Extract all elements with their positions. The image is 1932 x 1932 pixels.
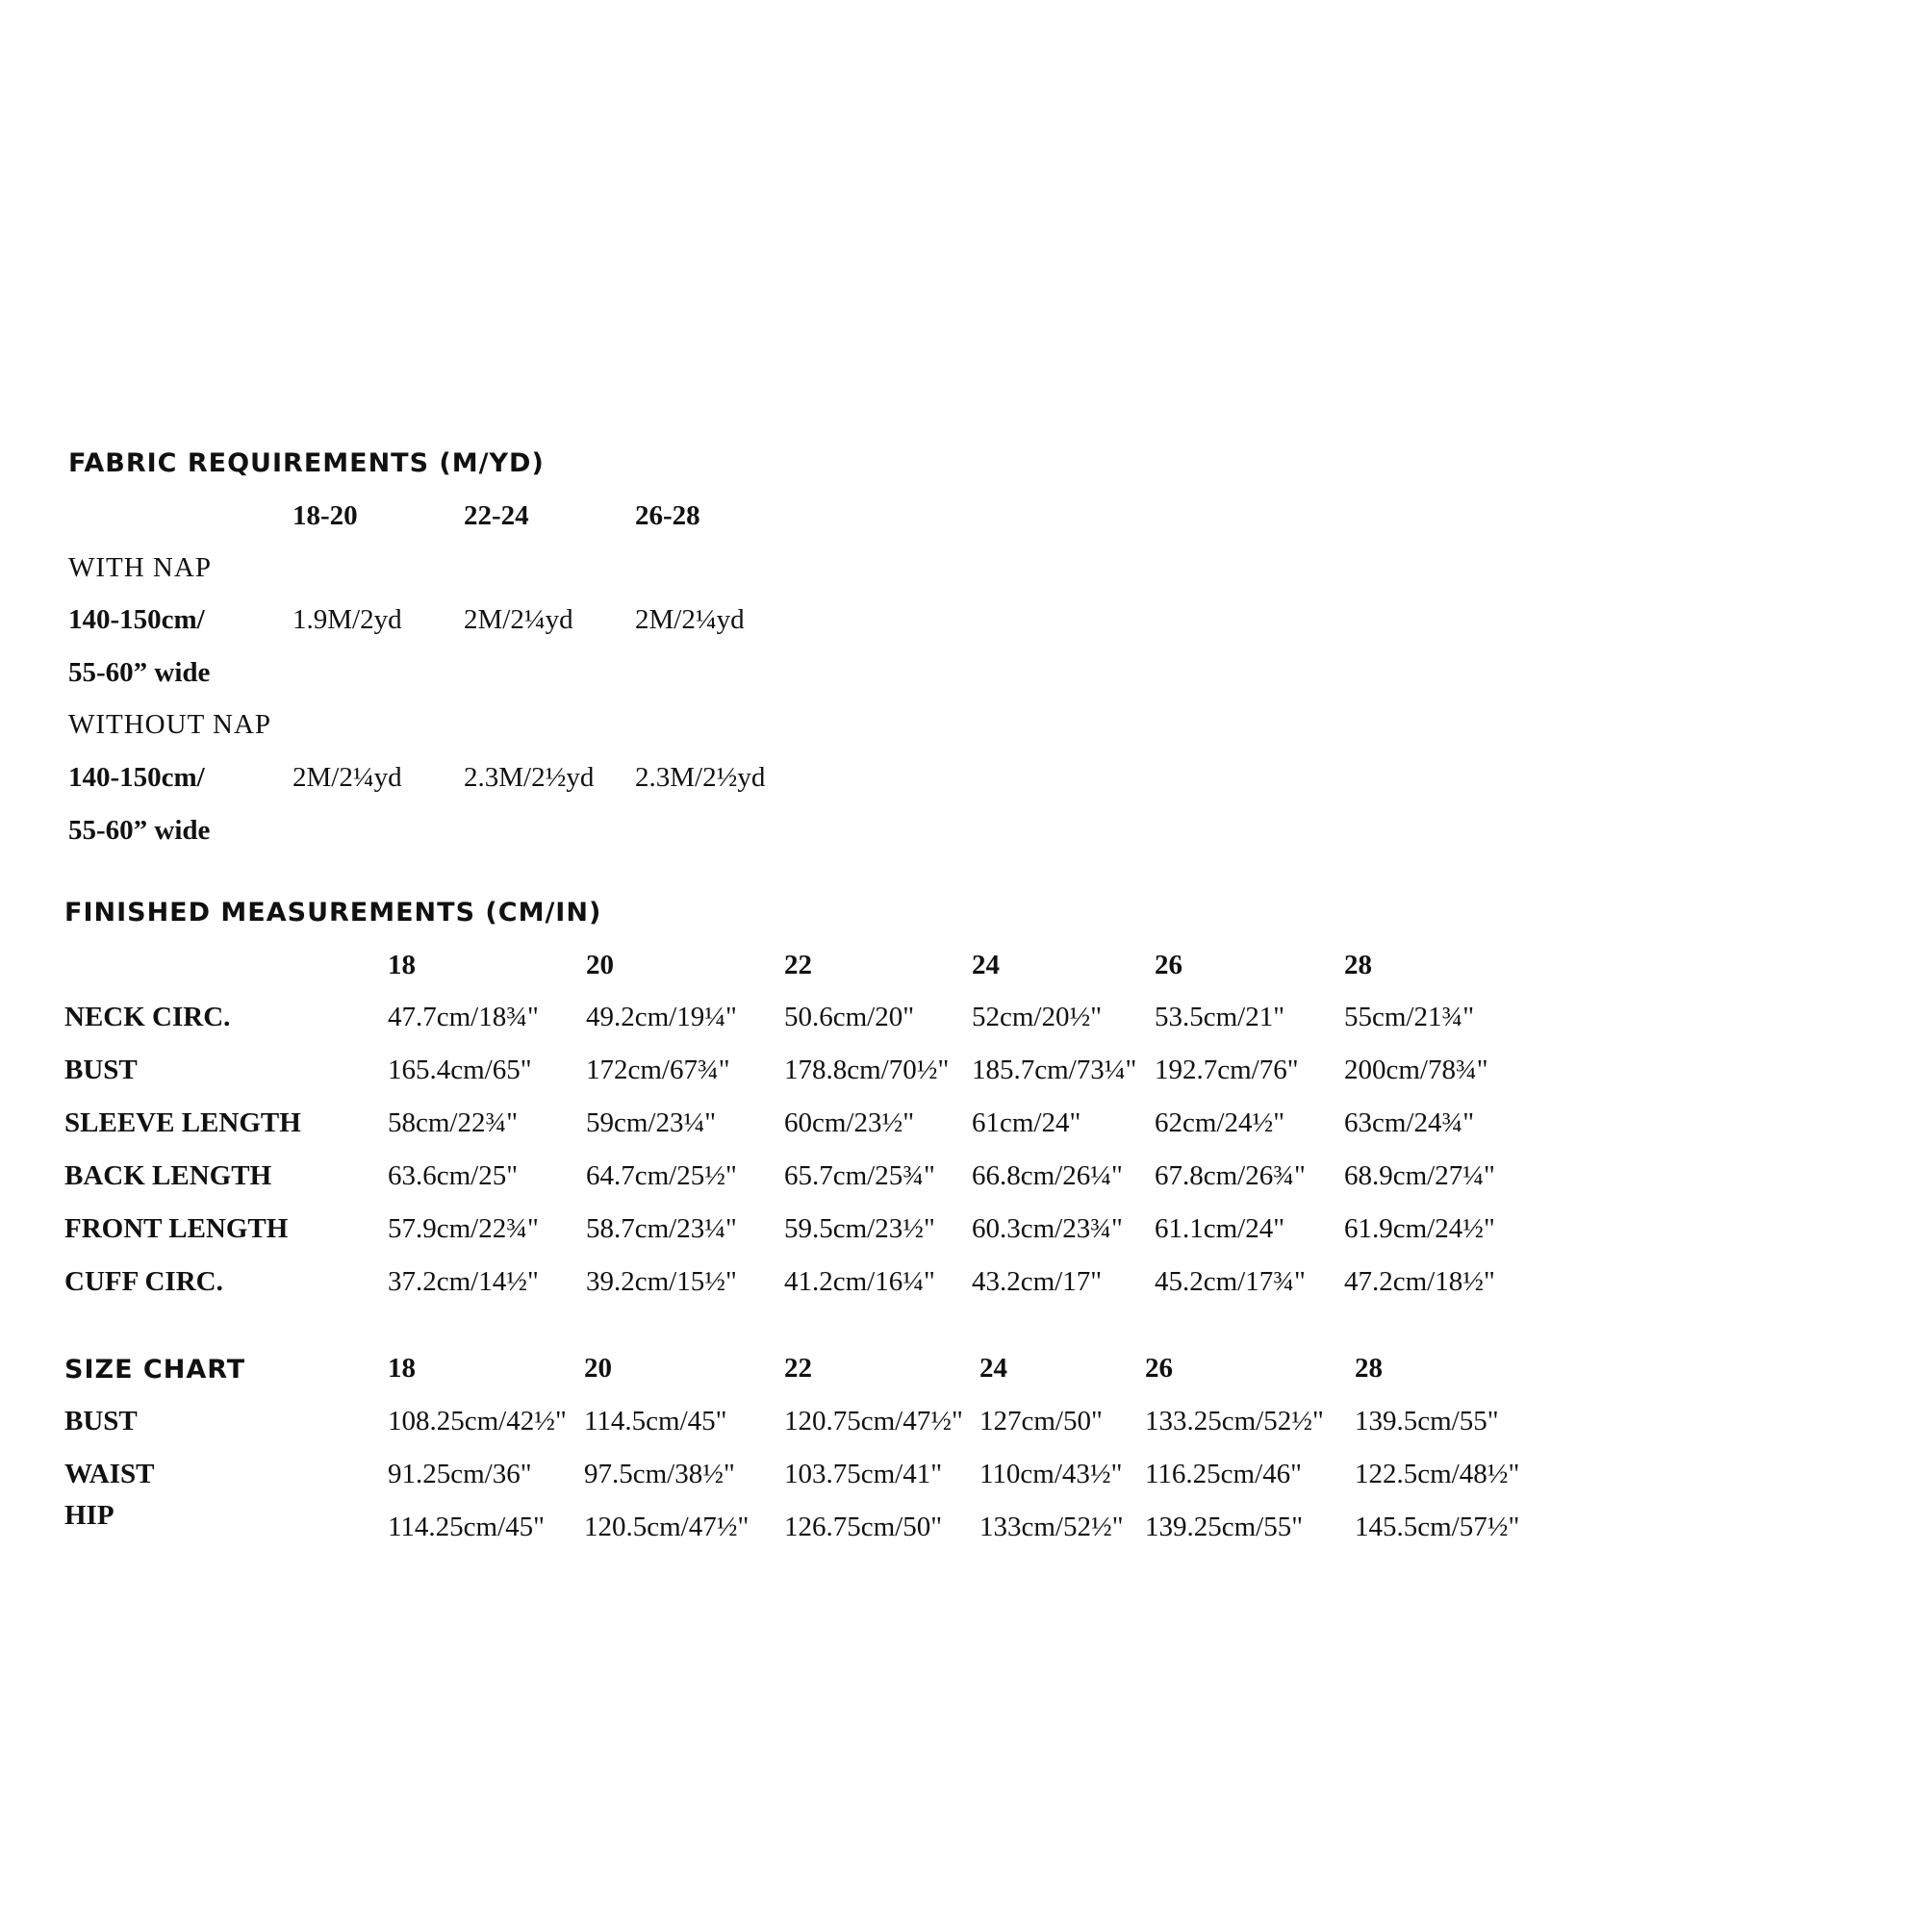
finished-cell: 53.5cm/21" xyxy=(1155,1002,1285,1032)
size-chart-cell: 114.25cm/45" xyxy=(388,1512,545,1542)
finished-cell: 192.7cm/76" xyxy=(1155,1055,1299,1085)
finished-cell: 37.2cm/14½" xyxy=(388,1266,539,1297)
finished-cell: 52cm/20½" xyxy=(972,1002,1103,1032)
size-chart-size-header: 20 xyxy=(584,1353,612,1384)
size-chart-cell: 122.5cm/48½" xyxy=(1355,1459,1520,1489)
without-nap-value: 2M/2¼yd xyxy=(292,762,402,793)
finished-cell: 43.2cm/17" xyxy=(972,1266,1103,1297)
size-chart-cell: 108.25cm/42½" xyxy=(388,1406,567,1436)
finished-size-header: 18 xyxy=(388,950,416,980)
size-chart-row-label: WAIST xyxy=(64,1459,155,1489)
with-nap-value: 2M/2¼yd xyxy=(464,604,573,635)
finished-size-header: 20 xyxy=(586,950,614,980)
fabric-size-header: 18-20 xyxy=(292,500,358,531)
size-chart-cell: 110cm/43½" xyxy=(979,1459,1123,1489)
size-chart-cell: 127cm/50" xyxy=(979,1406,1103,1436)
size-chart-cell: 126.75cm/50" xyxy=(784,1512,943,1542)
finished-cell: 61cm/24" xyxy=(972,1107,1081,1138)
with-nap-value: 2M/2¼yd xyxy=(635,604,745,635)
finished-size-header: 24 xyxy=(972,950,1000,980)
finished-cell: 58.7cm/23¼" xyxy=(586,1213,737,1244)
size-chart-cell: 116.25cm/46" xyxy=(1145,1459,1302,1489)
without-nap-width-line1: 140-150cm/ xyxy=(68,762,205,793)
finished-cell: 172cm/67¾" xyxy=(586,1055,730,1085)
finished-row-label: NECK CIRC. xyxy=(64,1002,231,1032)
size-chart-size-header: 22 xyxy=(784,1353,812,1384)
size-chart-row-label: BUST xyxy=(64,1406,138,1436)
size-chart-size-header: 28 xyxy=(1355,1353,1383,1384)
finished-cell: 66.8cm/26¼" xyxy=(972,1160,1123,1191)
finished-cell: 60cm/23½" xyxy=(784,1107,915,1138)
size-chart-heading: SIZE CHART xyxy=(64,1355,246,1385)
finished-cell: 60.3cm/23¾" xyxy=(972,1213,1123,1244)
size-chart-row-label: HIP xyxy=(64,1500,114,1531)
finished-measurements-heading: FINISHED MEASUREMENTS (CM/IN) xyxy=(64,898,602,928)
finished-row-label: BUST xyxy=(64,1055,138,1085)
finished-cell: 47.7cm/18¾" xyxy=(388,1002,539,1032)
finished-row-label: SLEEVE LENGTH xyxy=(64,1107,301,1138)
finished-cell: 45.2cm/17¾" xyxy=(1155,1266,1306,1297)
finished-row-label: FRONT LENGTH xyxy=(64,1213,289,1244)
finished-cell: 41.2cm/16¼" xyxy=(784,1266,935,1297)
finished-cell: 47.2cm/18½" xyxy=(1344,1266,1495,1297)
finished-cell: 57.9cm/22¾" xyxy=(388,1213,539,1244)
finished-cell: 67.8cm/26¾" xyxy=(1155,1160,1306,1191)
size-chart-size-header: 18 xyxy=(388,1353,416,1384)
size-chart-cell: 133cm/52½" xyxy=(979,1512,1124,1542)
with-nap-value: 1.9M/2yd xyxy=(292,604,402,635)
without-nap-value: 2.3M/2½yd xyxy=(464,762,595,793)
finished-cell: 62cm/24½" xyxy=(1155,1107,1285,1138)
without-nap-width-line2: 55-60” wide xyxy=(68,815,211,846)
size-chart-cell: 139.5cm/55" xyxy=(1355,1406,1499,1436)
size-chart-size-header: 26 xyxy=(1145,1353,1173,1384)
size-chart-cell: 145.5cm/57½" xyxy=(1355,1512,1520,1542)
finished-cell: 178.8cm/70½" xyxy=(784,1055,950,1085)
finished-cell: 165.4cm/65" xyxy=(388,1055,532,1085)
size-chart-cell: 133.25cm/52½" xyxy=(1145,1406,1324,1436)
finished-size-header: 28 xyxy=(1344,950,1372,980)
with-nap-width-line2: 55-60” wide xyxy=(68,657,211,688)
fabric-requirements-heading: FABRIC REQUIREMENTS (M/YD) xyxy=(68,448,545,478)
size-chart-cell: 120.75cm/47½" xyxy=(784,1406,963,1436)
without-nap-value: 2.3M/2½yd xyxy=(635,762,766,793)
finished-cell: 59.5cm/23½" xyxy=(784,1213,935,1244)
finished-cell: 61.1cm/24" xyxy=(1155,1213,1285,1244)
fabric-size-header: 22-24 xyxy=(464,500,529,531)
finished-size-header: 26 xyxy=(1155,950,1182,980)
finished-size-header: 22 xyxy=(784,950,812,980)
without-nap-label: WITHOUT NAP xyxy=(68,709,272,740)
finished-cell: 200cm/78¾" xyxy=(1344,1055,1488,1085)
finished-cell: 39.2cm/15½" xyxy=(586,1266,737,1297)
finished-cell: 55cm/21¾" xyxy=(1344,1002,1475,1032)
finished-cell: 59cm/23¼" xyxy=(586,1107,717,1138)
size-chart-cell: 139.25cm/55" xyxy=(1145,1512,1304,1542)
size-chart-cell: 114.5cm/45" xyxy=(584,1406,727,1436)
with-nap-width-line1: 140-150cm/ xyxy=(68,604,205,635)
size-chart-cell: 91.25cm/36" xyxy=(388,1459,532,1489)
fabric-size-header: 26-28 xyxy=(635,500,700,531)
size-chart-cell: 97.5cm/38½" xyxy=(584,1459,735,1489)
finished-row-label: CUFF CIRC. xyxy=(64,1266,223,1297)
finished-cell: 64.7cm/25½" xyxy=(586,1160,737,1191)
finished-cell: 185.7cm/73¼" xyxy=(972,1055,1137,1085)
finished-cell: 63cm/24¾" xyxy=(1344,1107,1475,1138)
finished-cell: 61.9cm/24½" xyxy=(1344,1213,1495,1244)
finished-cell: 50.6cm/20" xyxy=(784,1002,915,1032)
finished-cell: 68.9cm/27¼" xyxy=(1344,1160,1495,1191)
size-chart-size-header: 24 xyxy=(979,1353,1007,1384)
size-chart-cell: 120.5cm/47½" xyxy=(584,1512,750,1542)
with-nap-label: WITH NAP xyxy=(68,552,212,583)
finished-cell: 63.6cm/25" xyxy=(388,1160,519,1191)
finished-cell: 58cm/22¾" xyxy=(388,1107,519,1138)
finished-row-label: BACK LENGTH xyxy=(64,1160,272,1191)
size-chart-cell: 103.75cm/41" xyxy=(784,1459,943,1489)
finished-cell: 49.2cm/19¼" xyxy=(586,1002,737,1032)
finished-cell: 65.7cm/25¾" xyxy=(784,1160,935,1191)
